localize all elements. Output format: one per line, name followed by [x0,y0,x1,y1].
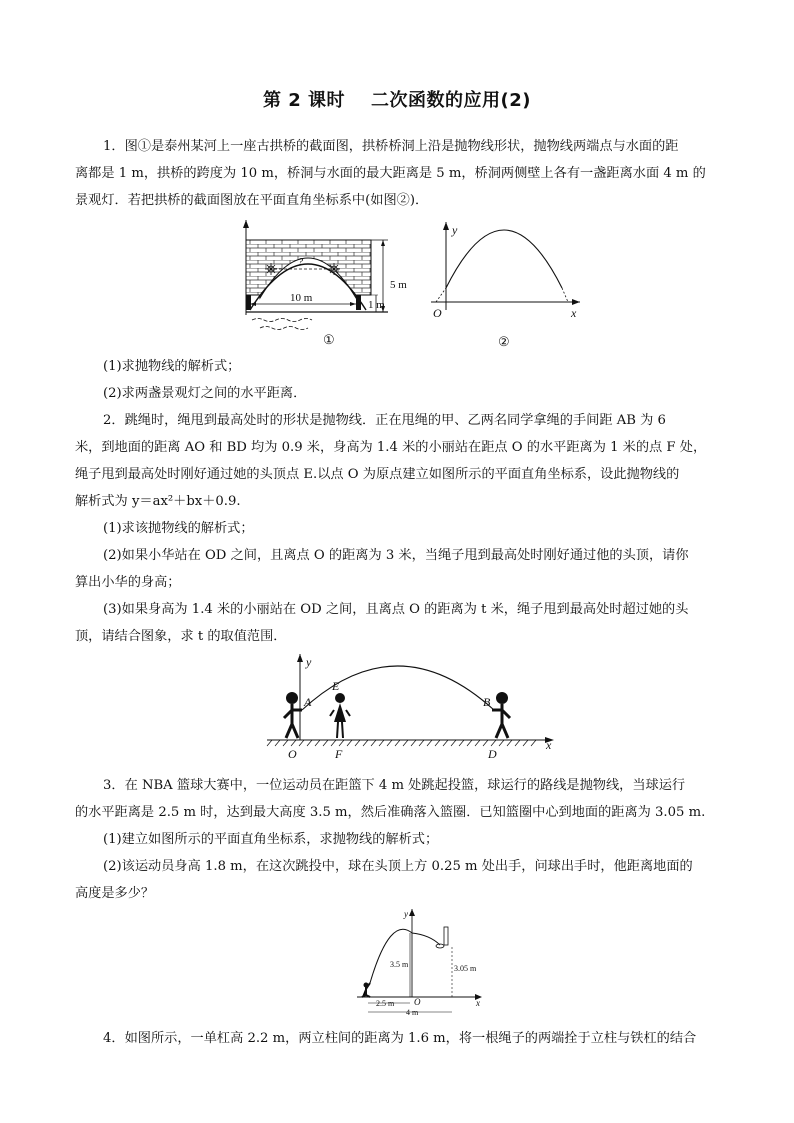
y-axis-label: y [452,223,458,237]
height-3-05-label: 3.05 m [454,964,477,973]
q1-line: 1．图①是泰州某河上一座古拱桥的截面图，拱桥桥洞上沿是抛物线形状，抛物线两端点与水面的距 [103,139,679,154]
side-label: 1 m [368,299,385,311]
q2-line: 绳子甩到最高处时刚好通过她的头顶点 E.以点 O 为原点建立如图所示的平面直角坐标系，设此抛物线的 [75,467,680,482]
height-3-5-label: 3.5 m [390,960,409,969]
ball-trajectory [370,929,440,983]
lamp-distance-label: ? [298,257,303,268]
lesson-number: 第 2 课时 [262,90,346,111]
q1-line: 景观灯．若把拱桥的截面图放在平面直角坐标系中(如图②)． [75,193,429,208]
figure-2-caption: ② [498,334,510,349]
q4-line: 4．如图所示，一单杠高 2.2 m，两立柱间的距离为 1.6 m，将一根绳子的两端拴于立柱与铁杠的结合 [103,1031,697,1046]
question-4-text [75,1025,720,1052]
height-arrow-top [381,240,385,246]
height-label: 5 m [390,279,407,291]
rope-parabola [302,666,494,710]
y-axis-arrow [409,909,415,916]
q1-line: 离都是 1 m，拱桥的跨度为 10 m，桥洞与水面的最大距离是 5 m，桥洞两侧壁上各有一盏距离水面 4 m 的 [75,166,706,181]
child-b-icon [492,692,510,738]
figure-basketball [352,905,492,1020]
point-a-label: A [304,695,312,709]
water-waves [252,319,312,330]
y-axis-label: y [404,909,408,919]
axis-arrow [243,220,249,228]
point-d-label: D [488,747,497,761]
player-icon [362,983,370,998]
q3-sub-2a: (2)该运动员身高 1.8 m，在这次跳投中，球在头顶上方 0.25 m 处出手，问球出手时，他距离地面的 [103,859,693,874]
y-axis-arrow [297,654,303,662]
q2-sub-3a: (3)如果身高为 1.4 米的小丽站在 OD 之间，且离点 O 的距离为 t 米，绳子甩到最高处时超过她的头 [103,602,689,617]
question-3-text [75,772,720,907]
origin-label: O [433,306,442,320]
q2-line: 米，到地面的距离 AO 和 BD 均为 0.9 米，身高为 1.4 米的小丽站在距点 O 的水平距离为 1 米的点 F 处， [75,440,707,455]
q1-sub-1: (1)求抛物线的解析式； [103,359,241,374]
x-axis-label: x [546,738,552,752]
span-arrow-right [350,302,356,306]
ground-hatching [267,740,536,746]
q3-line: 的水平距离是 2.5 m 时，达到最大高度 3.5 m，然后准确落入篮圈．已知篮圈中心到地面的距离为 3.05 m. [75,805,706,820]
x-axis-label: x [476,998,480,1008]
q3-sub-2b: 高度是多少？ [75,886,155,901]
child-a-icon [284,692,302,738]
figure-jump-rope [262,652,562,767]
q3-sub-1: (1)建立如图所示的平面直角坐标系，求抛物线的解析式； [103,832,439,847]
span-label: 10 m [290,292,313,304]
q2-sub-2a: (2)如果小华站在 OD 之间，且离点 O 的距离为 3 米，当绳子甩到最高处时刚好通过他的头顶，请你 [103,548,689,563]
basket-hoop-icon [436,927,448,948]
point-o-label: O [288,747,297,761]
point-f-label: F [335,747,343,761]
point-e-label: E [332,679,340,693]
parabola-curve [446,230,562,288]
q2-line: 解析式为 y＝ax²＋bx＋0.9. [75,494,241,509]
y-axis-arrow [443,222,449,230]
q3-line: 3．在 NBA 篮球大赛中，一位运动员在距篮下 4 m 处跳起投篮，球运行的路线是抛物线，当球运行 [103,778,686,793]
q2-sub-2b: 算出小华的身高； [75,575,181,590]
q2-sub-3b: 顶，请结合图象，求 t 的取值范围． [75,629,287,644]
q2-line: 2．跳绳时，绳甩到最高处时的形状是抛物线．正在甩绳的甲、乙两名同学拿绳的手间距 AB 为 6 [103,413,666,428]
point-b-label: B [483,695,491,709]
x-axis-arrow [572,299,580,305]
page-title [0,86,794,112]
distance-4-label: 4 m [406,1008,419,1017]
q1-sub-2: (2)求两盏景观灯之间的水平距离． [103,386,307,401]
lesson-topic: 二次函数的应用(2) [371,90,532,111]
figure-1-caption: ① [323,332,335,347]
bridge-pier-left [246,295,251,310]
figure-bridge [238,220,413,345]
child-e-icon [330,693,350,738]
y-axis-label: y [306,655,312,669]
question-1-text [75,133,720,214]
parabola-dash-left [436,288,446,302]
x-axis-label: x [571,306,577,320]
bridge-pier-right [356,295,361,310]
origin-label: O [414,997,421,1007]
question-2-text [75,407,720,650]
q2-sub-1: (1)求该抛物线的解析式； [103,521,254,536]
parabola-dash-right [562,288,568,302]
distance-2-5-label: 2.5 m [376,999,395,1008]
figure-parabola [428,222,588,347]
question-1-subparts [75,353,720,407]
